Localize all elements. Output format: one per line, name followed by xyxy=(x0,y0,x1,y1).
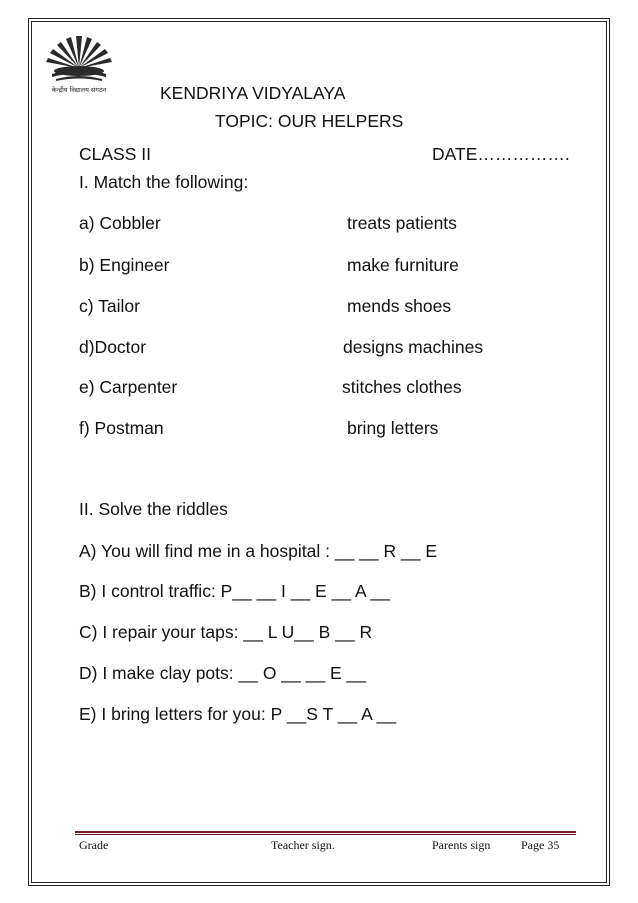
match-right-item: stitches clothes xyxy=(342,377,462,397)
footer-grade: Grade xyxy=(79,838,109,852)
riddle-item: E) I bring letters for you: P __S T __ A __ xyxy=(79,704,397,724)
match-right-item: make furniture xyxy=(347,255,459,275)
match-left-item: c) Tailor xyxy=(79,296,140,316)
footer-parents-sign: Parents sign xyxy=(432,838,491,852)
match-left-item: f) Postman xyxy=(79,418,164,438)
date-label: DATE……………. xyxy=(432,144,570,164)
footer-divider xyxy=(75,831,576,835)
riddle-item: C) I repair your taps: __ L U__ B __ R xyxy=(79,622,373,642)
kv-logo-icon xyxy=(38,30,120,102)
riddle-item: D) I make clay pots: __ O __ __ E __ xyxy=(79,663,366,683)
match-right-item: treats patients xyxy=(347,213,457,233)
match-right-item: bring letters xyxy=(347,418,439,438)
svg-text:केन्द्रीय विद्यालय संगठन: केन्द्रीय विद्यालय संगठन xyxy=(51,86,107,94)
match-right-item: designs machines xyxy=(343,337,484,357)
match-right-item: mends shoes xyxy=(347,296,452,316)
match-left-item: e) Carpenter xyxy=(79,377,178,397)
school-name: KENDRIYA VIDYALAYA xyxy=(160,83,346,103)
footer-page-number: Page 35 xyxy=(521,838,560,852)
riddle-item: A) You will find me in a hospital : __ __ R __ E xyxy=(79,541,437,561)
section-match-title: I. Match the following: xyxy=(79,172,249,192)
footer-teacher-sign: Teacher sign. xyxy=(271,838,335,852)
riddle-item: B) I control traffic: P__ __ I __ E __ A __ xyxy=(79,581,390,601)
kv-logo xyxy=(38,30,120,102)
match-left-item: a) Cobbler xyxy=(79,213,161,233)
match-left-item: d)Doctor xyxy=(79,337,147,357)
match-left-item: b) Engineer xyxy=(79,255,170,275)
worksheet-topic: TOPIC: OUR HELPERS xyxy=(215,111,404,131)
class-label: CLASS II xyxy=(79,144,151,164)
section-riddles-title: II. Solve the riddles xyxy=(79,499,228,519)
